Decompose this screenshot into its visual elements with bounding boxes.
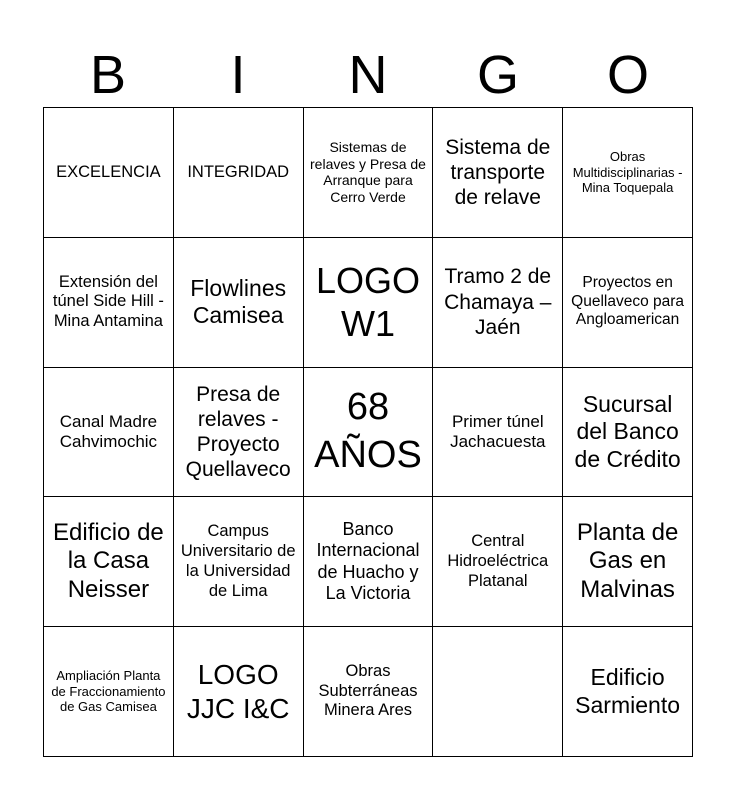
bingo-cell[interactable]: Central Hidroeléctrica Platanal [433, 497, 563, 627]
bingo-cell[interactable]: Planta de Gas en Malvinas [563, 497, 693, 627]
bingo-cell[interactable]: 68 AÑOS [304, 368, 434, 498]
header-letter-g: G [476, 45, 519, 105]
bingo-cell[interactable]: Canal Madre Cahvimochic [44, 368, 174, 498]
bingo-cell[interactable]: Flowlines Camisea [174, 238, 304, 368]
bingo-cell[interactable]: Ampliación Planta de Fraccionamiento de Gas Camisea [44, 627, 174, 757]
header-letter-i: I [230, 45, 246, 105]
bingo-header [43, 42, 693, 108]
header-letter-o: O [606, 45, 649, 105]
bingo-cell[interactable]: Sistemas de relaves y Presa de Arranque para Cerro Verde [304, 108, 434, 238]
bingo-cell[interactable]: Sistema de transporte de relave [433, 108, 563, 238]
bingo-cell[interactable]: LOGO W1 [304, 238, 434, 368]
bingo-board [43, 107, 693, 757]
header-letter-b: B [89, 45, 127, 105]
bingo-cell[interactable]: Proyectos en Quellaveco para Angloamerican [563, 238, 693, 368]
bingo-cell[interactable]: EXCELENCIA [44, 108, 174, 238]
bingo-cell[interactable] [433, 627, 563, 757]
header-letter-n: N [348, 45, 388, 105]
bingo-cell[interactable]: Primer túnel Jachacuesta [433, 368, 563, 498]
bingo-cell[interactable]: Edificio Sarmiento [563, 627, 693, 757]
bingo-cell[interactable]: LOGO JJC I&C [174, 627, 304, 757]
bingo-cell[interactable]: Obras Multidisciplinarias - Mina Toquepala [563, 108, 693, 238]
bingo-cell[interactable]: Tramo 2 de Chamaya – Jaén [433, 238, 563, 368]
bingo-cell[interactable]: Obras Subterráneas Minera Ares [304, 627, 434, 757]
bingo-cell[interactable]: Sucursal del Banco de Crédito [563, 368, 693, 498]
bingo-cell[interactable]: INTEGRIDAD [174, 108, 304, 238]
bingo-cell[interactable]: Presa de relaves - Proyecto Quellaveco [174, 368, 304, 498]
bingo-cell[interactable]: Edificio de la Casa Neisser [44, 497, 174, 627]
bingo-cell[interactable]: Banco Internacional de Huacho y La Victoria [304, 497, 434, 627]
bingo-cell[interactable]: Campus Universitario de la Universidad de Lima [174, 497, 304, 627]
bingo-cell[interactable]: Extensión del túnel Side Hill - Mina Antamina [44, 238, 174, 368]
